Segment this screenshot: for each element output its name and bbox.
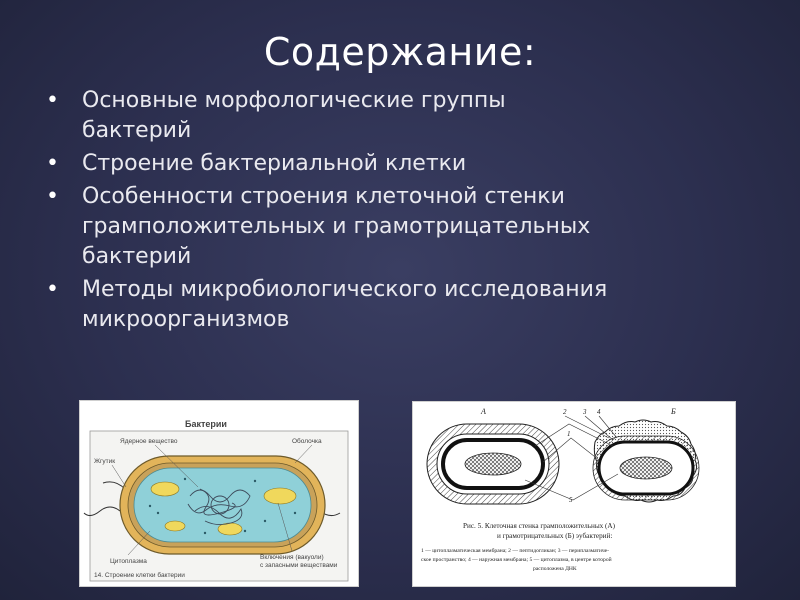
cell-b-gram-negative: [593, 420, 699, 502]
caption-line-2: и грамотрицательных (Б) эубактерий:: [497, 532, 613, 540]
label-inclusions-1: Включения (вакуоли): [260, 554, 324, 561]
bullet-text: микроорганизмов: [82, 307, 290, 332]
bullet-text: бактерий: [82, 118, 192, 143]
bullet-list: [40, 86, 770, 338]
caption-line-5: расположена ДНК: [533, 566, 577, 572]
label-num-2: 2: [563, 408, 567, 416]
bullet-text: бактерий: [82, 244, 192, 269]
caption-line-1: Рис. 5. Клеточная стенка грамположительных (А): [463, 522, 616, 530]
label-nuclear: Ядерное вещество: [120, 438, 178, 445]
label-capsule: Оболочка: [292, 438, 322, 445]
label-inclusions-2: с запасными веществами: [260, 562, 338, 569]
label-num-3: 3: [583, 408, 587, 416]
label-cytoplasm: Цитоплазма: [110, 558, 147, 565]
bullet-item-morphology: [40, 86, 770, 146]
slide-title: Содержание:: [263, 30, 537, 74]
bullet-icon: •: [46, 151, 59, 176]
label-num-4: 4: [597, 408, 601, 416]
bullet-text: Строение бактериальной клетки: [82, 151, 467, 176]
bullet-item-methods: [40, 275, 770, 335]
bullet-item-cell-structure: [40, 149, 770, 179]
bullet-text: грамположительных и грамотрицательных: [82, 214, 591, 239]
label-b: Б: [671, 407, 676, 416]
cell-a-gram-positive: [427, 424, 559, 504]
label-flagellum: Жгутик: [94, 458, 116, 465]
bacteria-cell-figure: [79, 400, 359, 587]
figure-left-title: Бактерии: [185, 419, 227, 429]
cell-wall-figure: [412, 401, 736, 587]
bullet-item-cell-wall: [40, 182, 770, 272]
bullet-text: Особенности строения клеточной стенки: [82, 184, 565, 209]
bacteria-cell-illustration: [80, 401, 358, 586]
caption-line-4: ское пространство; 4 — наружная мембрана; 5 — цитоплазма, в центре которой: [421, 557, 612, 563]
cell-wall-illustration: [413, 402, 735, 586]
bullet-icon: •: [46, 88, 59, 113]
label-num-1: 1: [567, 430, 571, 438]
bullet-icon: •: [46, 277, 59, 302]
figure-left-caption: 14. Строение клетки бактерии: [94, 572, 185, 579]
caption-line-3: 1 — цитоплазматическая мембрана; 2 — пептидогликан; 3 — периплазматиче-: [421, 548, 610, 554]
label-num-5: 5: [569, 496, 573, 504]
bullet-icon: •: [46, 184, 59, 209]
bullet-text: Методы микробиологического исследования: [82, 277, 608, 302]
bullet-text: Основные морфологические группы: [82, 88, 506, 113]
label-a: А: [481, 407, 486, 416]
